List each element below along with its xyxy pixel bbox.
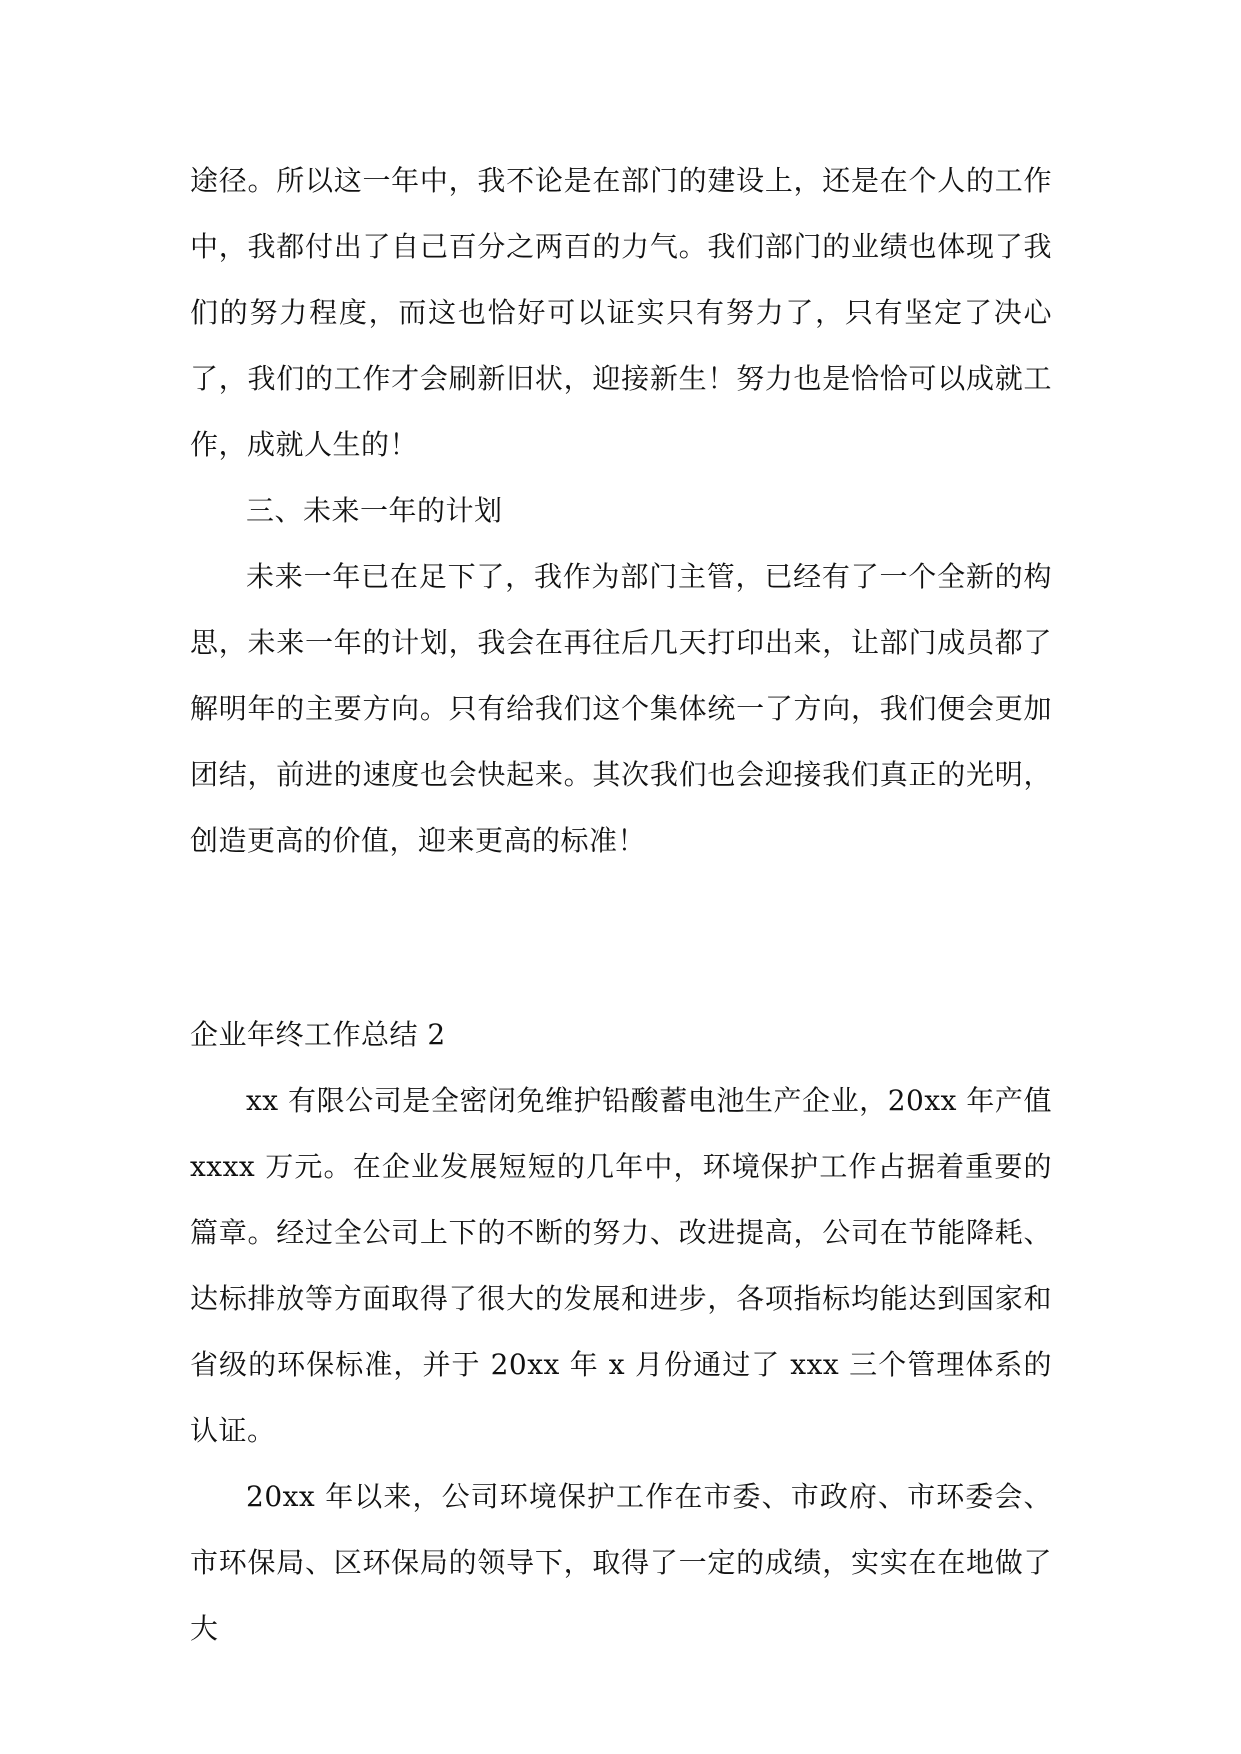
section-one [190, 148, 1052, 874]
paragraph-intro: xx 有限公司是全密闭免维护铅酸蓄电池生产企业，20xx 年产值 xxxx 万元。在企业发展短短的几年中，环境保护工作占据着重要的篇章。经过全公司上下的不断的努力、改进提高，公司在节能降耗、达标排放等方面取得了很大的发展和进步，各项指标均能达到国家和省级的环保标准，并于 20xx 年 x 月份通过了 xxx 三个管理体系的认证。 [190, 1084, 1052, 1447]
paragraph-since: 20xx 年以来，公司环境保护工作在市委、市政府、市环委会、市环保局、区环保局的领导下，取得了一定的成绩，实实在在地做了大 [190, 1480, 1052, 1645]
section-two [190, 1002, 1052, 1662]
paragraph-plan: 未来一年已在足下了，我作为部门主管，已经有了一个全新的构思，未来一年的计划，我会在再往后几天打印出来，让部门成员都了解明年的主要方向。只有给我们这个集体统一了方向，我们便会更加团结，前进的速度也会快起来。其次我们也会迎接我们真正的光明，创造更高的价值，迎来更高的标准！ [190, 560, 1052, 857]
section-title: 企业年终工作总结 2 [190, 1018, 446, 1051]
section-heading: 三、未来一年的计划 [246, 494, 503, 527]
paragraph-continued: 途径。所以这一年中，我不论是在部门的建设上，还是在个人的工作中，我都付出了自己百分之两百的力气。我们部门的业绩也体现了我们的努力程度，而这也恰好可以证实只有努力了，只有坚定了决心了，我们的工作才会刷新旧状，迎接新生！努力也是恰恰可以成就工作，成就人生的！ [190, 164, 1052, 461]
